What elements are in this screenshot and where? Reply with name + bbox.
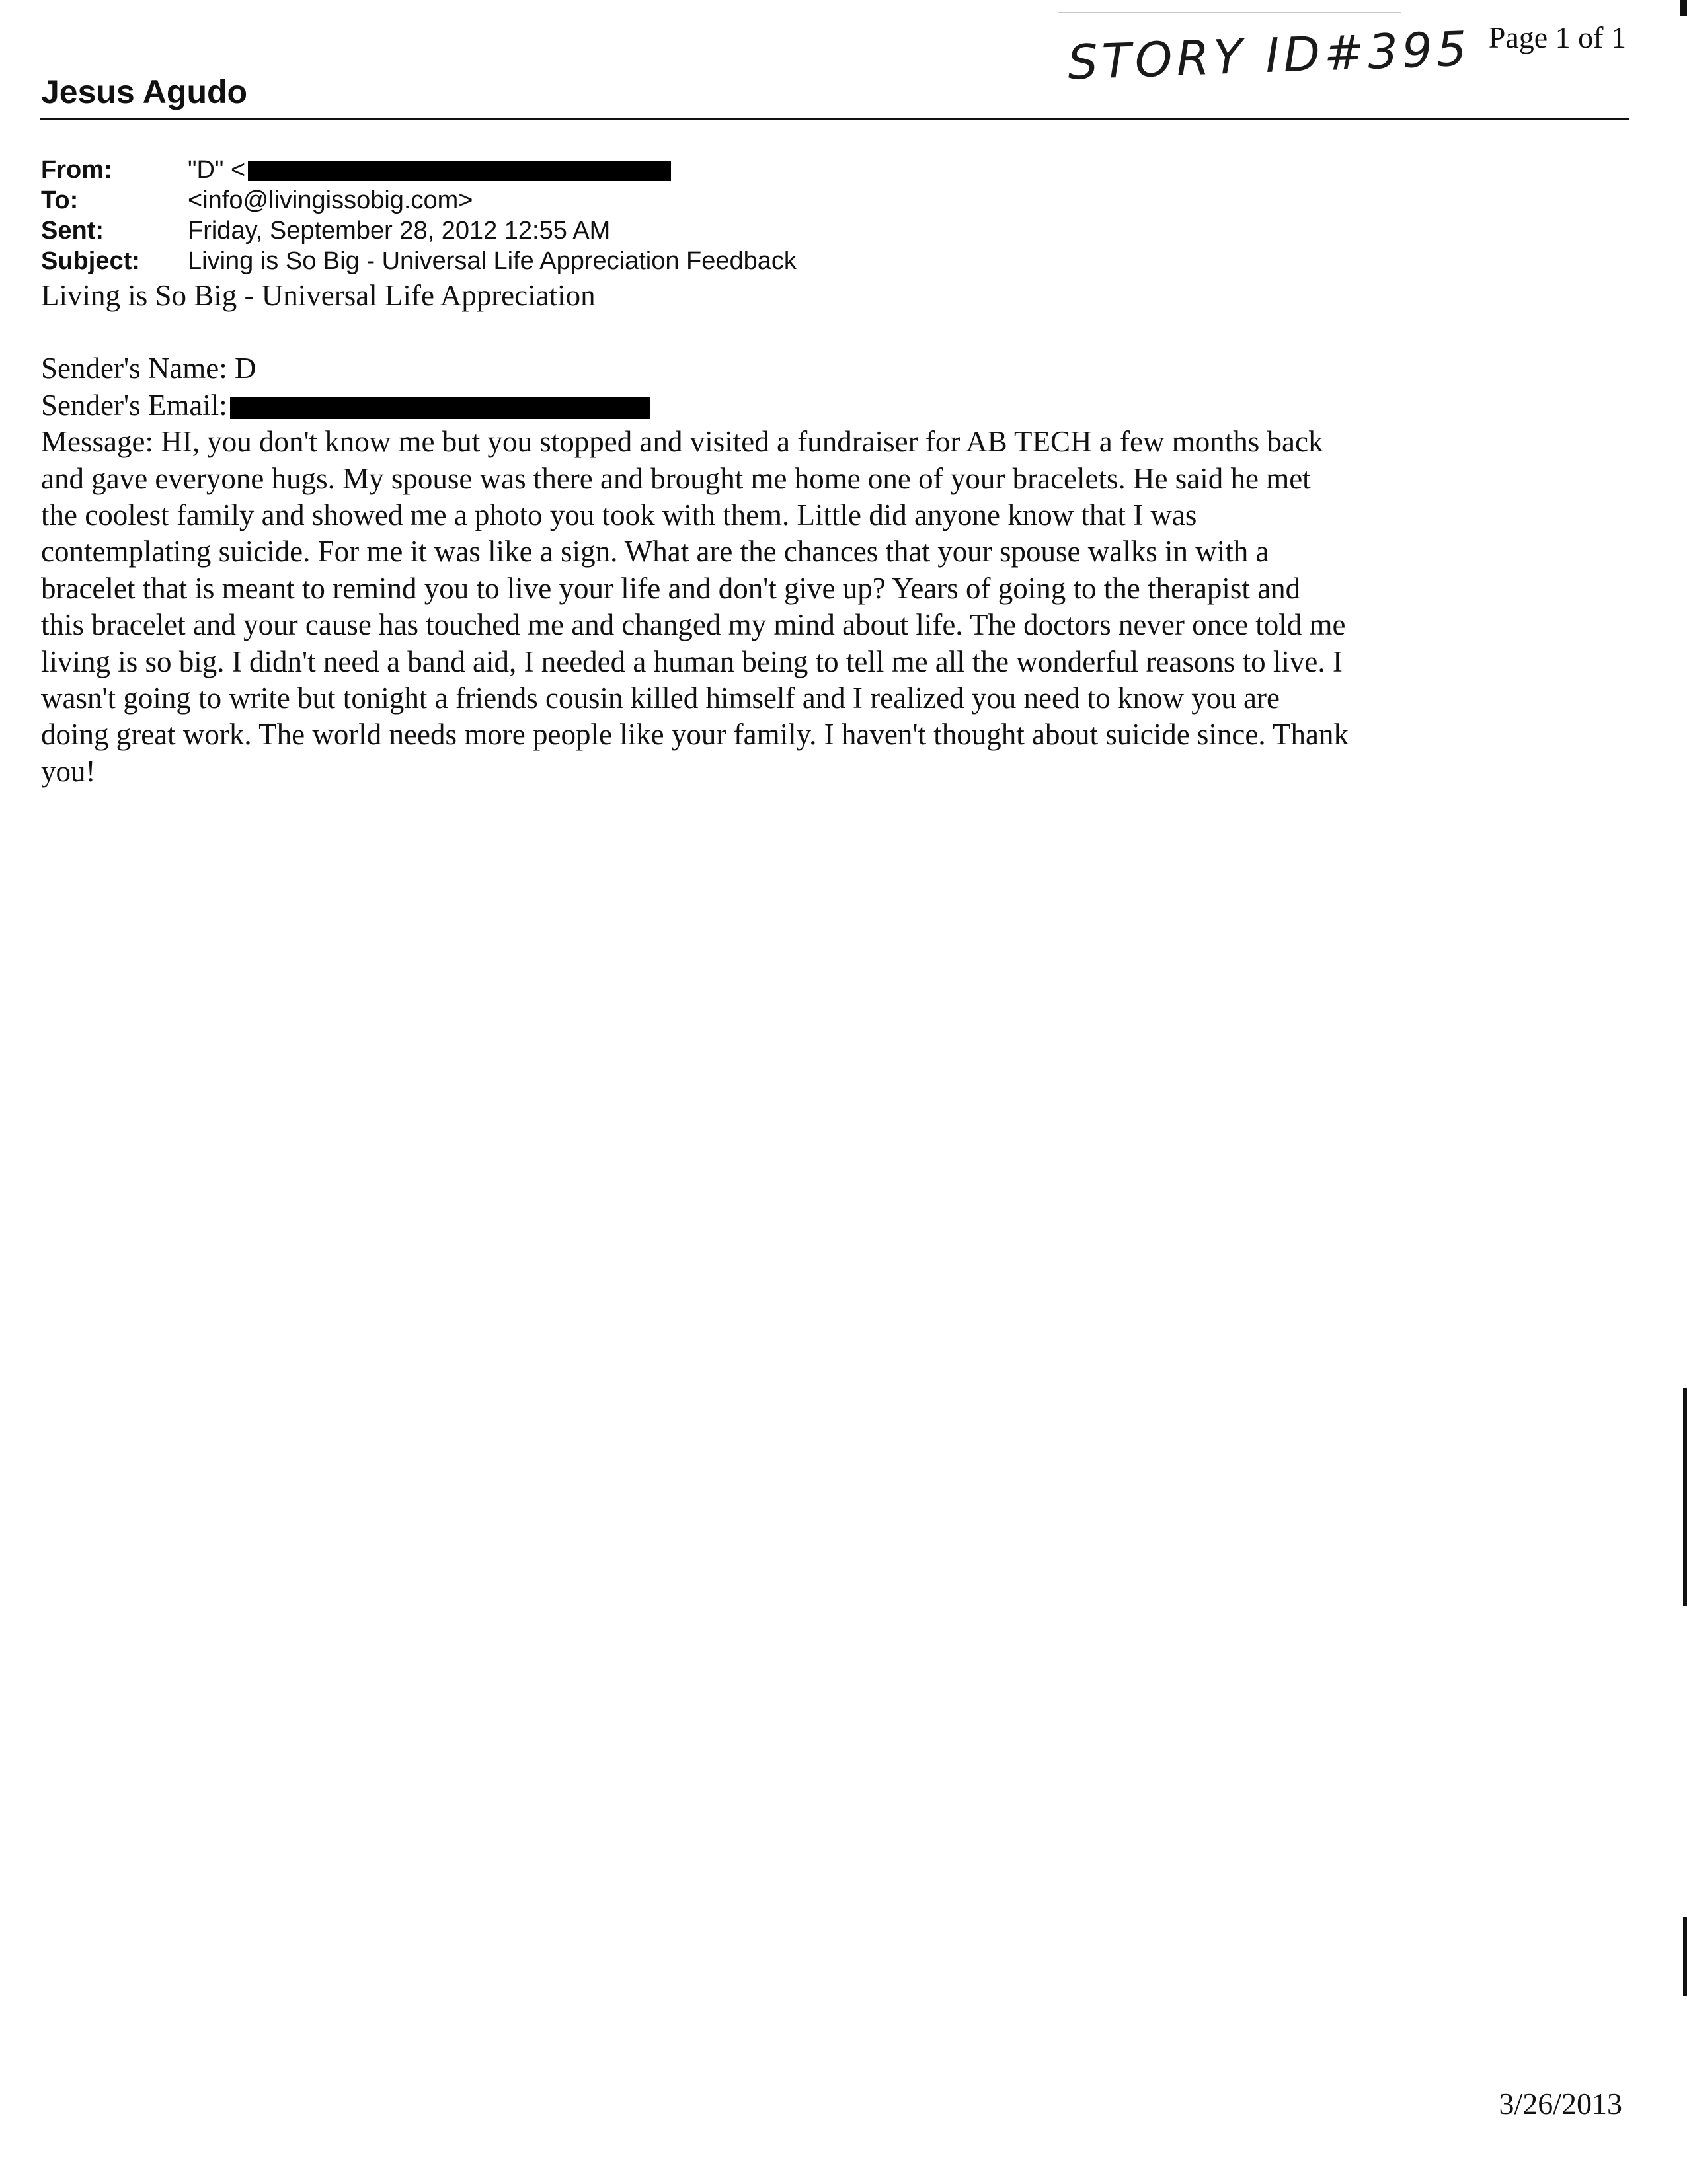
- mailbox-owner-name: Jesus Agudo: [41, 73, 248, 110]
- header-subject-row: [41, 246, 797, 276]
- email-headers: [41, 155, 797, 276]
- from-label: From:: [41, 156, 112, 184]
- from-value: "D" <: [188, 155, 671, 185]
- subject-value: Living is So Big - Universal Life Appreciation Feedback: [188, 247, 797, 275]
- print-date: 3/26/2013: [1499, 2087, 1622, 2121]
- sender-email: Sender's Email:: [41, 387, 1350, 424]
- form-title: Living is So Big - Universal Life Appreciation: [41, 279, 596, 312]
- scan-edge-mark: [1683, 1917, 1687, 1996]
- scan-edge-mark: [1683, 1388, 1687, 1606]
- message-text: Message: HI, you don't know me but you stopped and visited a fundraiser for AB TECH a few months back and gave everyone hugs. My spouse was there and brought me home one of your bracelets. He said he met the coolest family and showed me a photo you took with them. Little did anyone know that I was contemplating suicide. For me it was like a sign. What are the chances that your spouse walks in with a bracelet that is meant to remind you to live your life and don't give up? Years of going to the therapist and this bracelet and your cause has touched me and changed my mind about life. The doctors never once told me living is so big. I didn't need a band aid, I needed a human being to tell me all the wonderful reasons to live. I wasn't going to write but tonight a friends cousin killed himself and I realized you need to know you are doing great work. The world needs more people like your family. I haven't thought about suicide since. Thank you!: [41, 425, 1349, 788]
- scan-edge-mark: [1680, 0, 1687, 16]
- redaction-bar: [230, 397, 650, 419]
- page-number: Page 1 of 1: [1488, 20, 1626, 54]
- header-from-row: [41, 155, 797, 185]
- faint-pencil-line: [1058, 12, 1401, 13]
- sent-label: Sent:: [41, 217, 104, 245]
- sent-value: Friday, September 28, 2012 12:55 AM: [188, 217, 611, 245]
- to-value: <info@livingissobig.com>: [188, 186, 473, 214]
- subject-label: Subject:: [41, 247, 140, 275]
- header-sent-row: [41, 215, 797, 246]
- email-body: [41, 278, 1350, 790]
- blank-line: [41, 314, 1350, 350]
- header-to-row: [41, 185, 797, 215]
- to-label: To:: [41, 186, 79, 214]
- sender-name: Sender's Name: D: [41, 352, 256, 385]
- header-divider: [40, 118, 1629, 120]
- redaction-bar: [248, 161, 671, 181]
- handwritten-story-id: STORY ID#395: [1066, 20, 1471, 91]
